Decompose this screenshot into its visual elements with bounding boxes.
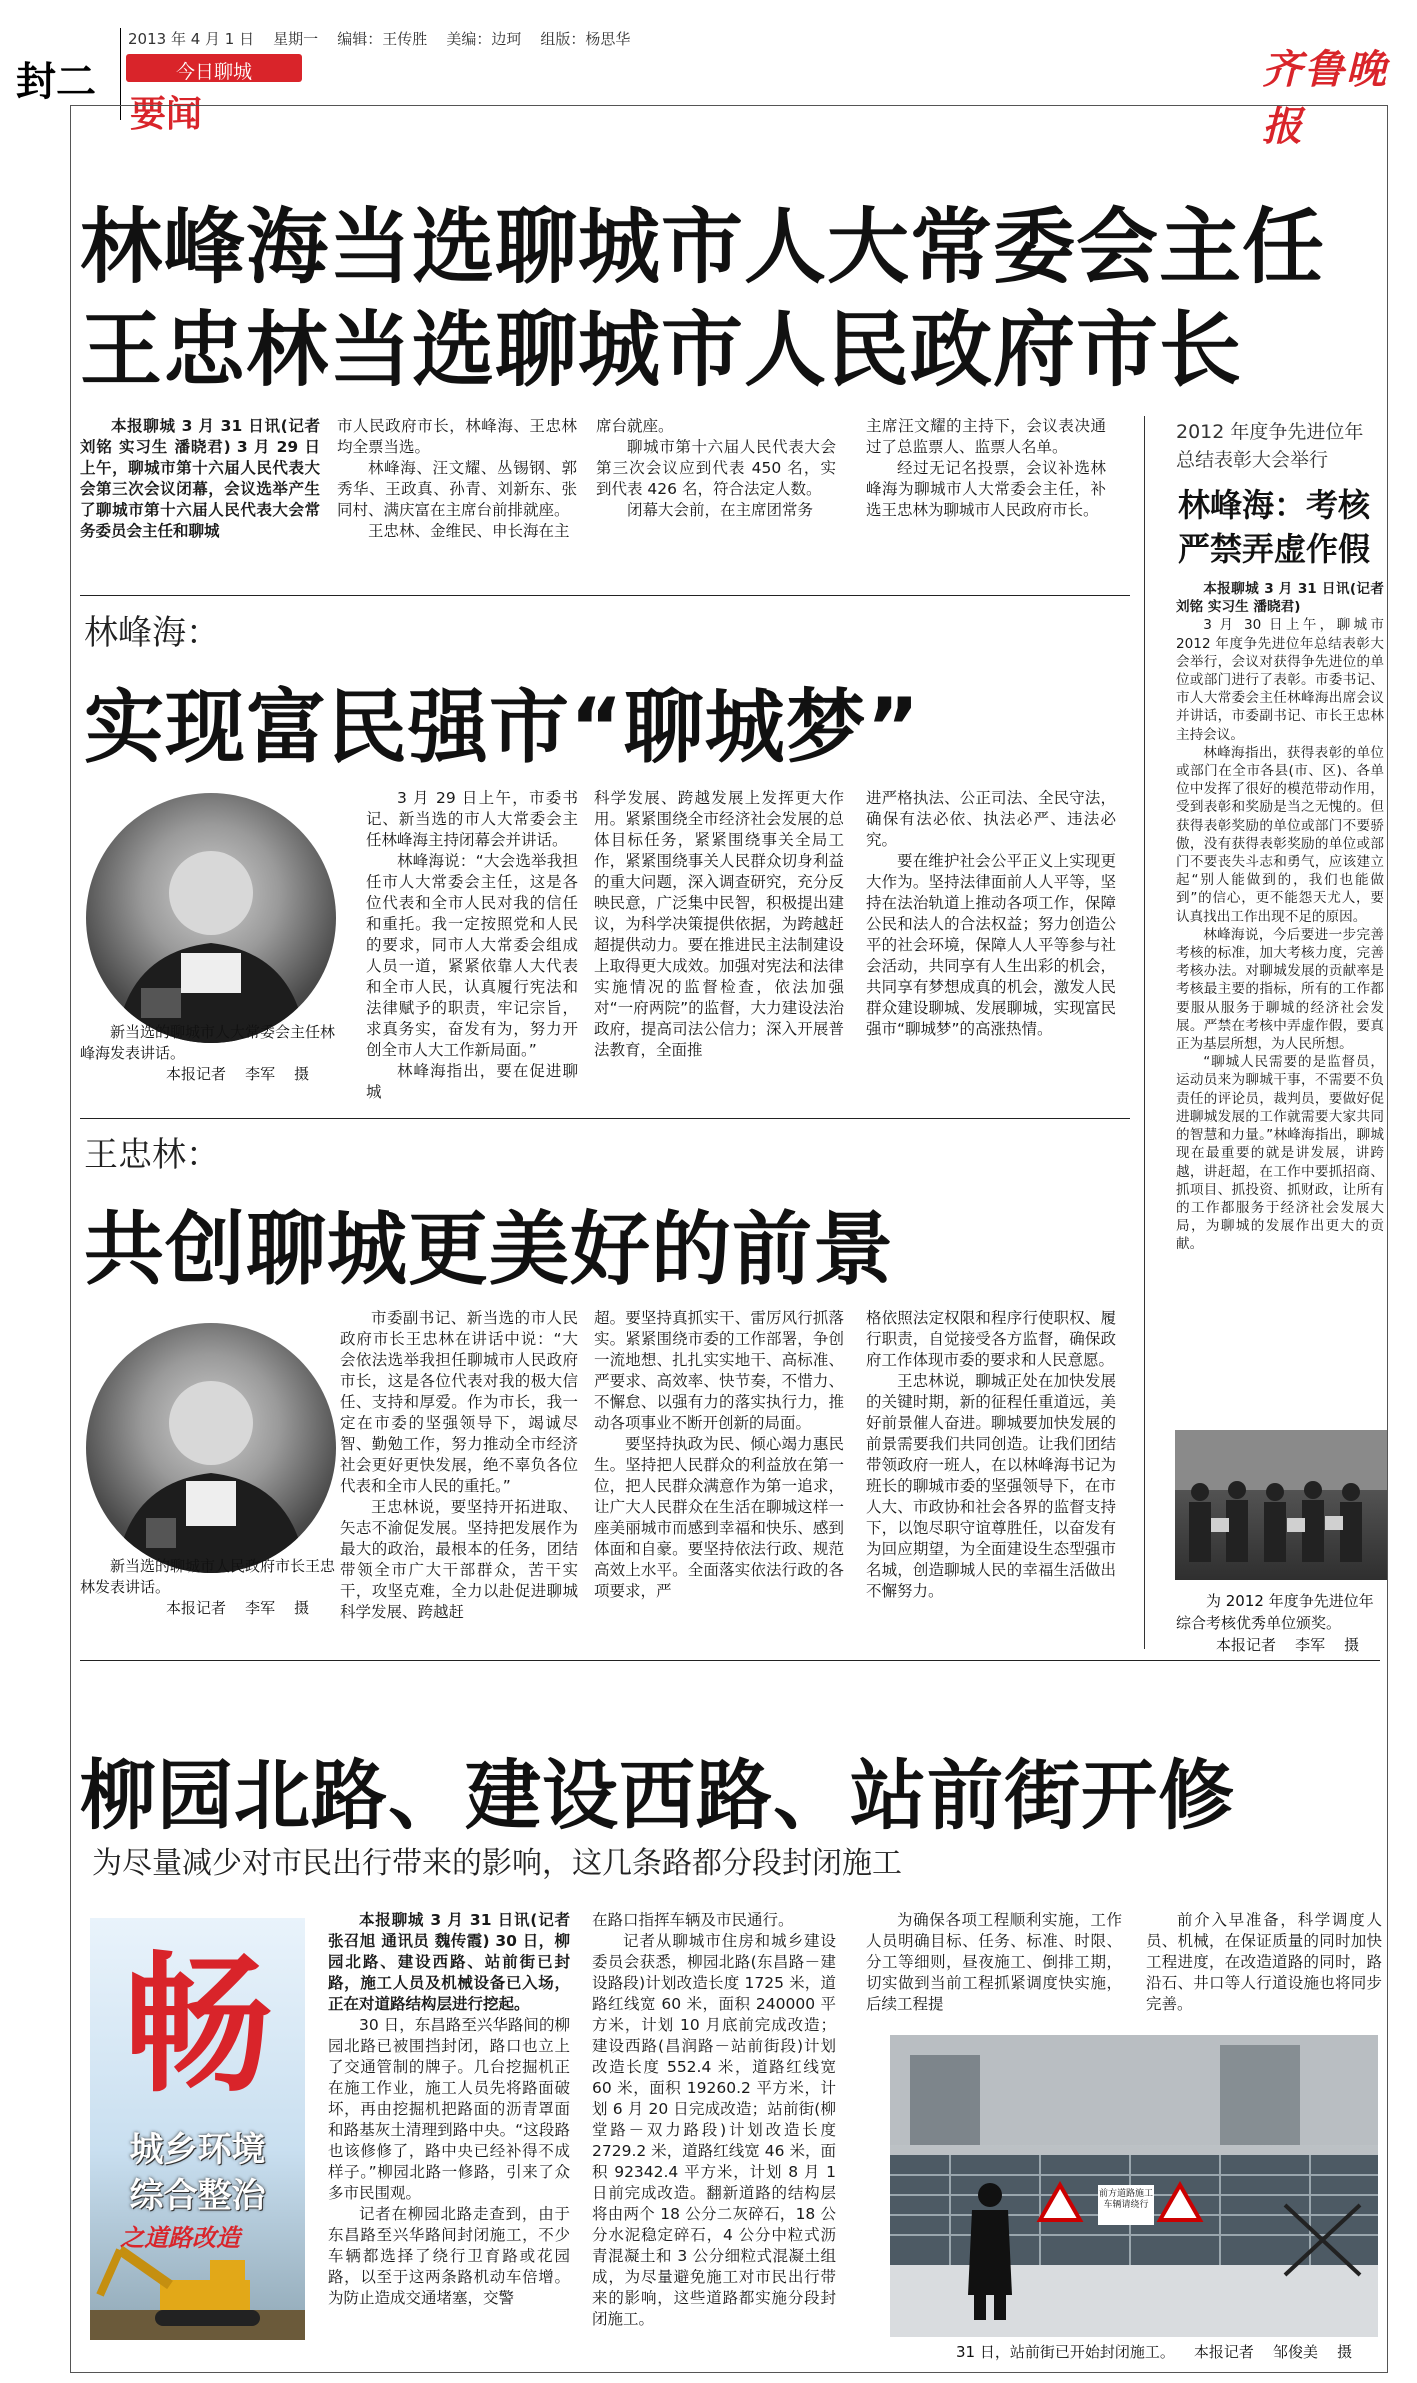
excavator-icon — [90, 2240, 305, 2340]
lin-kicker: 林峰海： — [84, 613, 220, 653]
road-para: 30 日，东昌路至兴华路间的柳园北路已被围挡封闭，路口也立上了交通管制的牌子。几台挖掘机正在施工作业，施工人员先将路面破坏，再由挖掘机把路面的沥青罩面和路基灰土清理到路中央。“这段路也该修修了，路中央已经补得不成样子。”柳园北路一修路，引来了众多市民围观。 — [328, 2016, 570, 2202]
sidebar-headline-2: 严禁弄虚作假 — [1178, 530, 1371, 568]
lin-para: 科学发展、跨越发展上发挥更大作用。紧紧围绕全市经济社会发展的总体目标任务，紧紧围绕事关全局工作，紧紧围绕事关人民群众切身利益的重大问题，深入调查研究，充分反映民意，广泛集中民智，积极提出建议，为科学决策提供依据，为跨越赶超提供动力。要在推进民主法制建设上取得更大成效。加强对宪法和法律实施情况的监督检查，依法加强对“一府两院”的监督，大力建设法治政府，提高司法公信力；深入开展普法教育，全面推 — [594, 789, 844, 1059]
award-ceremony-icon — [1175, 1430, 1387, 1580]
road-photo-sign: 前方道路施工 车辆请绕行 — [1098, 2189, 1153, 2210]
wang-caption — [80, 1556, 340, 1619]
wang-para: 要坚持执政为民、倾心竭力惠民生。坚持把人民群众的利益放在第一位，把人民群众满意作为第一追求，让广大人民群众在生活在聊城这样一座美丽城市而感到幸福和快乐、感到体面和自豪。要坚持依法行政、规范高效上水平。全面落实依法行政的各项要求，严 — [594, 1435, 844, 1600]
wang-para: 格依照法定权限和程序行使职权、履行职责，自觉接受各方监督，确保政府工作体现市委的要求和人民意愿。 — [866, 1309, 1116, 1369]
sidebar-body — [1176, 580, 1384, 1254]
wang-portrait — [86, 1323, 336, 1573]
section-title: 要闻 — [130, 94, 203, 135]
lin-para: 要在维护社会公平正义上实现更大作为。坚持法律面前人人平等，坚持在法治轨道上推动各项工作，保障公民和法人的合法权益；努力创造公平的社会环境，保障人人平等参与社会活动，共同享有人生出彩的机会，共同享有梦想成真的机会，激发人民群众建设聊城、发展聊城，实现富民强市“聊城梦”的高涨热情。 — [866, 852, 1116, 1038]
road-para: 记者从聊城市住房和城乡建设委员会获悉，柳园北路(东昌路－建设路段)计划改造长度 1725 米，道路红线宽 60 米，面积 240000 平方米，计划 10 月底前完成改造；建设西路(昌润路－站前街段)计划改造长度 552.4 米，道路红线宽 60 米，面积 19260.2 平方米，计划 6 月 20 日完成改造；站前街(柳堂路－双力路段)计划改造长度 2729.2 米，道路红线宽 46 米，面积 92342.4 平方米，计划 8 月 1 日前完成改造。翻新道路的结构层将由两个 18 公分二灰碎石，18 公分水泥稳定碎石，4 公分中粒式沥青混凝土和 3 公分细粒式混凝土组成，为尽量避免施工对市民出行带来的影响，这些道路都实施分段封闭施工。 — [592, 1932, 836, 2328]
sidebar-para: 林峰海说，今后要进一步完善考核的标准，加大考核力度，完善考核办法。对聊城发展的贡献率是考核最主要的指标，所有的工作都要服从服务于聊城的经济社会发展。严禁在考核中弄虚作假，要真正为基层所想，为人民所想。 — [1176, 926, 1384, 1053]
wang-col-3 — [866, 1308, 1116, 1602]
road-col-2 — [592, 1910, 836, 2330]
lead-para: 闭幕大会前，在主席团常务 — [627, 501, 814, 519]
wang-caption-credit: 本报记者 李军 摄 — [166, 1599, 310, 1617]
lead-para: 席台就座。 — [596, 417, 674, 435]
wang-caption-text: 新当选的聊城市人民政府市长王忠林发表讲话。 — [80, 1557, 336, 1596]
sidebar-caption — [1176, 1590, 1388, 1656]
lead-para: 主席汪文耀的主持下，会议表决通过了总监票人、监票人名单。 — [866, 417, 1106, 456]
construction-fence-icon — [890, 2035, 1378, 2337]
page-label: 封二 — [16, 59, 96, 105]
lead-headline-1: 林峰海当选聊城市人大常委会主任 — [80, 200, 1326, 295]
wang-para: 王忠林说，要坚持开拓进取、矢志不渝促发展。坚持把发展作为最大的政治，最根本的任务，团结带领全市广大干部群众，苦干实干，攻坚克难，全力以赴促进聊城科学发展、跨越赶 — [340, 1498, 578, 1621]
lead-para: 王忠林、金维民、申长海在主 — [368, 522, 570, 540]
lin-col-3 — [866, 788, 1116, 1040]
wang-col-2 — [594, 1308, 844, 1602]
road-para: 记者在柳园北路走查到，由于东昌路至兴华路间封闭施工，不少车辆都选择了绕行卫育路或花园路，以至于这两条路机动车倍增。为防止造成交通堵塞，交警 — [328, 2205, 570, 2307]
person-silhouette-icon — [86, 1323, 336, 1573]
lin-headline: 实现富民强市“聊城梦” — [84, 681, 921, 774]
road-para: 为确保各项工程顺利实施，工作人员明确目标、任务、标准、时限、分工等细则，昼夜施工、倒排工期，切实做到当前工程抓紧调度快实施，后续工程提 — [866, 1911, 1122, 2013]
sidebar-para: 3 月 30 日上午，聊城市 2012 年度争先进位年总结表彰大会举行，会议对获得争先进位的单位或部门进行了表彰。市委书记、市人大常委会主任林峰海出席会议并讲话，市委副书记、市长王忠林主持会议。 — [1176, 617, 1384, 743]
lead-para: 市人民政府市长，林峰海、王忠林均全票当选。 — [337, 417, 577, 456]
lead-para: 聊城市第十六届人民代表大会第三次会议应到代表 450 名，实到代表 426 名，符合法定人数。 — [596, 438, 836, 498]
date-line: 2013 年 4 月 1 日 星期一 编辑：王传胜 美编：边珂 组版：杨思华 — [128, 30, 631, 48]
wang-headline: 共创聊城更美好的前景 — [84, 1203, 894, 1296]
sidebar-caption-credit: 本报记者 李军 摄 — [1216, 1636, 1360, 1654]
section-small: 今日聊城 — [176, 61, 253, 83]
road-logo-big: 畅 — [122, 1939, 273, 2113]
lin-col-2 — [594, 788, 844, 1061]
person-silhouette-icon — [86, 793, 336, 1043]
sidebar-headline-1: 林峰海：考核 — [1178, 486, 1371, 524]
lead-col-2 — [337, 416, 577, 542]
sidebar-topline: 2012 年度争先进位年总结表彰大会举行 — [1176, 421, 1364, 471]
road-logo-line-1: 城乡环境 — [129, 2130, 266, 2170]
wang-para: 超。要坚持真抓实干、雷厉风行抓落实。紧紧围绕市委的工作部署，争创一流地想、扎扎实实地干、高标准、严要求、高效率、快节奏，不惜力、不懈怠、以强有力的落实执行力，推动各项事业不断开创新的局面。 — [594, 1309, 844, 1432]
road-subhead: 为尽量减少对市民出行带来的影响，这几条路都分段封闭施工 — [92, 1846, 902, 1881]
lead-col-4 — [866, 416, 1106, 521]
sidebar-para: “聊城人民需要的是监督员，运动员来为聊城干事，不需要不负责任的评论员，裁判员，要做好促进聊城发展的工作就需要大家共同的智慧和力量。”林峰海指出，聊城现在最重要的就是讲发展，讲跨越，讲赶超，在工作中要抓招商、抓项目、抓投资、抓财政，让所有的工作都服务于经济社会发展大局，为聊城的发展作出更大的贡献。 — [1176, 1054, 1384, 1253]
road-photo — [890, 2035, 1378, 2337]
sidebar-caption-text: 为 2012 年度争先进位年综合考核优秀单位颁奖。 — [1176, 1592, 1374, 1632]
road-para: 本报聊城 3 月 31 日讯(记者 张召旭 通讯员 魏传霞) 30 日，柳园北路、建设西路、站前街已封路，施工人员及机械设备已入场，正在对道路结构层进行挖起。 — [328, 1911, 570, 2013]
road-para: 前介入早准备，科学调度人员、机械，在保证质量的同时加快工程进度，在改造道路的同时，路沿石、井口等人行道设施也将同步完善。 — [1146, 1911, 1382, 2013]
lead-para: 经过无记名投票，会议补选林峰海为聊城市人大常委会主任，补选王忠林为聊城市人民政府市长。 — [866, 459, 1106, 519]
lin-para: 3 月 29 日上午，市委书记、新当选的市人大常委会主任林峰海主持闭幕会并讲话。 — [366, 789, 578, 849]
lead-headline-2: 王忠林当选聊城市人民政府市长 — [80, 303, 1243, 398]
lin-portrait — [86, 793, 336, 1043]
road-col-1 — [328, 1910, 570, 2309]
lin-col-1 — [366, 788, 578, 1103]
lead-para: 林峰海、汪文耀、丛锡钢、郭秀华、王政真、孙青、刘新东、张同村、满庆富在主席台前排就座。 — [337, 459, 577, 519]
lead-para: 本报聊城 3 月 31 日讯(记者 刘铭 实习生 潘晓君) 3 月 29 日上午，聊城市第十六届人民代表大会第三次会议闭幕，会议选举产生了聊城市第十六届人民代表大会常务委员会主任和聊城 — [80, 417, 320, 540]
sidebar-photo — [1175, 1430, 1387, 1580]
road-para: 在路口指挥车辆及市民通行。 — [592, 1911, 794, 1929]
road-col-3 — [866, 1910, 1122, 2015]
lin-caption-credit: 本报记者 李军 摄 — [166, 1065, 310, 1083]
road-logo — [90, 1918, 305, 2340]
sidebar-para: 林峰海指出，获得表彰的单位或部门在全市各县(市、区)、各单位中发挥了很好的模范带动作用，受到表彰和奖励是当之无愧的。但获得表彰奖励的单位或部门不要骄傲，没有获得表彰奖励的单位或部门不要丧失斗志和勇气，应该建立起“别人能做到的，我们也能做到”的信心，更不能怨天尤人，要认真找出工作出现不足的原因。 — [1176, 744, 1384, 925]
road-col-4 — [1146, 1910, 1382, 2015]
lin-caption — [80, 1022, 340, 1085]
lin-caption-text: 新当选的聊城市人大常委会主任林峰海发表讲话。 — [80, 1023, 336, 1062]
wang-para: 王忠林说，聊城正处在加快发展的关键时期，新的征程任重道远，美好前景催人奋进。聊城要加快发展的前景需要我们共同创造。让我们团结带领政府一班人，在以林峰海书记为班长的聊城市委的坚强领导下，在市人大、市政协和社会各界的监督支持下，以饱尽职守谊尊胜任，以奋发有为回应期望，为全面建设生态型强市名城，创造聊城人民的幸福生活做出不懈努力。 — [866, 1372, 1116, 1600]
wang-col-1 — [340, 1308, 578, 1623]
lin-para: 林峰海说：“大会选举我担任市人大常委会主任，这是各位代表和全市人民对我的信任和重托。我一定按照党和人民的要求，同市人大常委会组成人员一道，紧紧依靠人大代表和全市人民，认真履行宪法和法律赋予的职责，牢记宗旨，求真务实，奋发有为，努力开创全市人大工作新局面。” — [366, 852, 578, 1059]
road-logo-line-3: 之道路改造 — [120, 2224, 240, 2252]
lin-para: 林峰海指出，要在促进聊城 — [366, 1062, 578, 1101]
lin-para: 进严格执法、公正司法、全民守法，确保有法必依、执法必严、违法必究。 — [866, 789, 1116, 849]
lead-col-3 — [596, 416, 836, 521]
paper-logo: 齐鲁晚报 — [1262, 46, 1388, 150]
wang-para: 市委副书记、新当选的市人民政府市长王忠林在讲话中说：“大会依法选举我担任聊城市人民政府市长，这是各位代表对我的极大信任、支持和厚爱。作为市长，我一定在市委的坚强领导下，竭诚尽智、勤勉工作，努力推动全市经济社会更好更快发展，绝不辜负各位代表和全市人民的重托。” — [340, 1309, 578, 1495]
road-caption: 31 日，站前街已开始封闭施工。 本报记者 邹俊美 摄 — [956, 2343, 1353, 2361]
road-logo-line-2: 综合整治 — [129, 2176, 266, 2216]
lead-col-1 — [80, 416, 320, 542]
sidebar-para: 本报聊城 3 月 31 日讯(记者 刘铭 实习生 潘晓君) — [1176, 581, 1384, 616]
road-headline: 柳园北路、建设西路、站前街开修 — [80, 1751, 1235, 1840]
wang-kicker: 王忠林： — [84, 1135, 220, 1175]
